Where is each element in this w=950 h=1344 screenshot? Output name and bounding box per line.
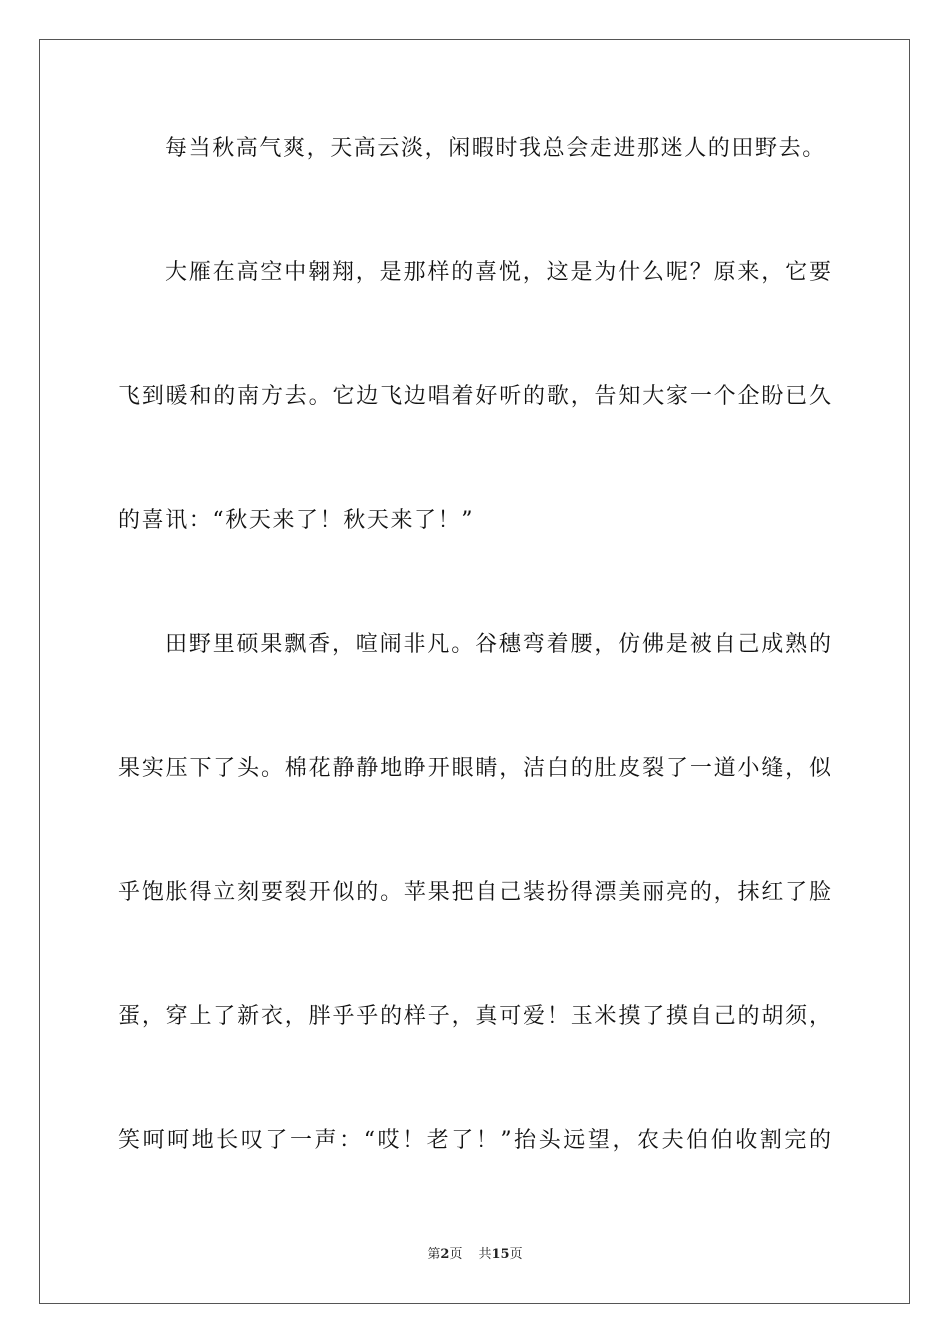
total-pages: 15 [491,1247,510,1262]
paragraph-1-line-1: 每当秋高气爽，天高云淡，闲暇时我总会走进那迷人的田野去。 [165,136,826,161]
total-prefix: 共 [478,1247,492,1262]
page-suffix: 页 [449,1247,463,1262]
paragraph-2-line-1: 大雁在高空中翱翔，是那样的喜悦，这是为什么呢？原来，它要 [165,260,831,285]
paragraph-3-line-3: 乎饱胀得立刻要裂开似的。苹果把自己装扮得漂美丽亮的，抹红了脸 [118,880,831,905]
page-border [39,39,910,1304]
paragraph-3-line-2: 果实压下了头。棉花静静地睁开眼睛，洁白的肚皮裂了一道小缝，似 [118,756,831,781]
total-suffix: 页 [509,1247,523,1262]
paragraph-3-line-4: 蛋，穿上了新衣，胖乎乎的样子，真可爱！玉米摸了摸自己的胡须， [118,1004,831,1029]
page-footer [0,1246,950,1264]
paragraph-3-line-1: 田野里硕果飘香，喧闹非凡。谷穗弯着腰，仿佛是被自己成熟的 [165,632,831,657]
paragraph-3-line-5: 笑呵呵地长叹了一声：“哎！老了！”抬头远望，农夫伯伯收割完的 [118,1128,831,1153]
paragraph-2-line-3: 的喜讯：“秋天来了！秋天来了！” [118,508,475,533]
page-number: 2 [440,1247,450,1262]
paragraph-2-line-2: 飞到暖和的南方去。它边飞边唱着好听的歌，告知大家一个企盼已久 [118,384,831,409]
page-prefix: 第 [427,1247,441,1262]
